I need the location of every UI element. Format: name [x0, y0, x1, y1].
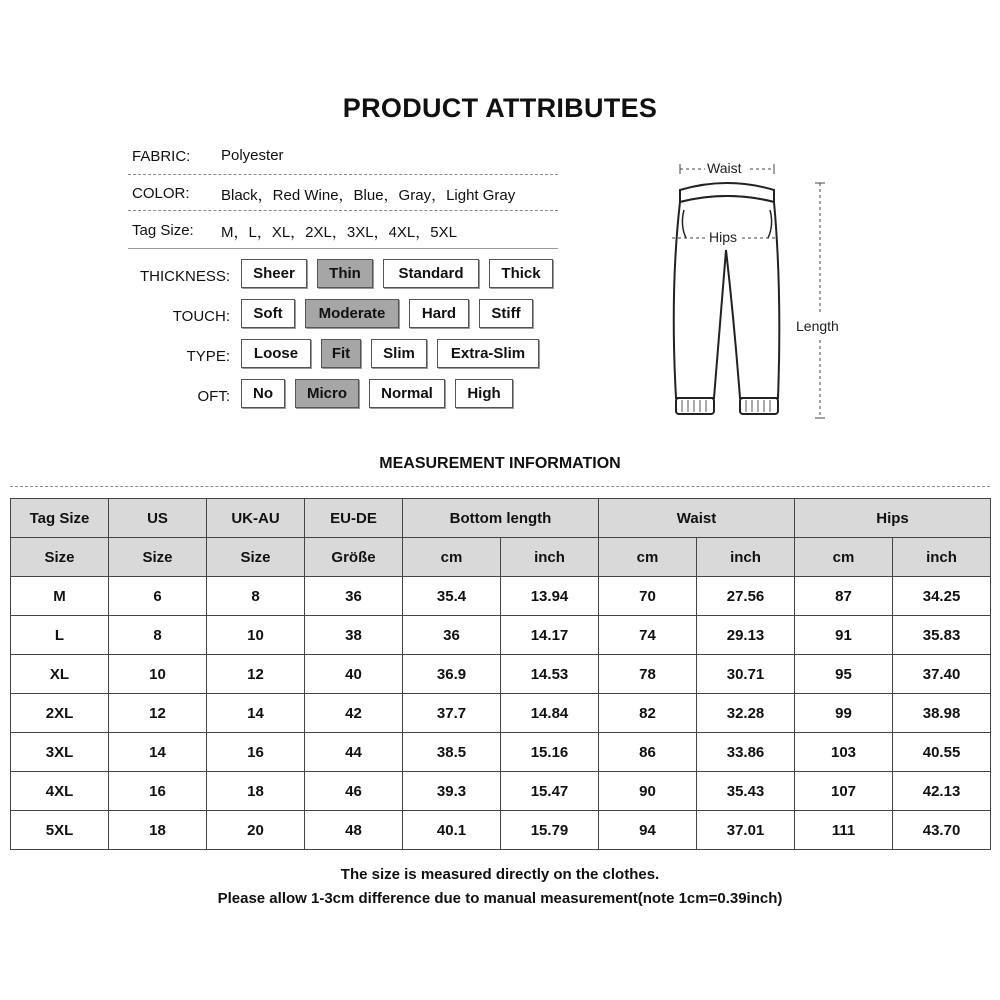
table-cell: 40: [305, 655, 403, 694]
table-cell: M: [11, 577, 109, 616]
oft-options: [241, 379, 513, 408]
table-cell: 74: [599, 616, 697, 655]
option-hard[interactable]: Hard: [409, 299, 469, 328]
pants-body: [674, 196, 780, 398]
table-cell: XL: [11, 655, 109, 694]
table-cell: 44: [305, 733, 403, 772]
table-cell: 13.94: [501, 577, 599, 616]
table-cell: 91: [795, 616, 893, 655]
color-label: COLOR:: [132, 185, 190, 202]
table-row: [11, 733, 991, 772]
table-cell: 99: [795, 694, 893, 733]
table-cell: 18: [109, 811, 207, 850]
table-row: [11, 772, 991, 811]
table-cell: 18: [207, 772, 305, 811]
thickness-label: THICKNESS:: [139, 268, 230, 285]
table-cell: 38: [305, 616, 403, 655]
option-sheer[interactable]: Sheer: [241, 259, 307, 288]
table-cell: 10: [109, 655, 207, 694]
table-cell: 87: [795, 577, 893, 616]
table-cell: 94: [599, 811, 697, 850]
touch-options: [241, 299, 533, 328]
table-cell: 14.53: [501, 655, 599, 694]
tag-size-label: Tag Size:: [132, 222, 194, 239]
divider: [128, 210, 558, 211]
table-cell: 12: [207, 655, 305, 694]
table-cell: 14: [207, 694, 305, 733]
table-cell: 16: [109, 772, 207, 811]
table-cell: 90: [599, 772, 697, 811]
table-cell: 38.5: [403, 733, 501, 772]
table-cell: 35.83: [893, 616, 991, 655]
table-header-row: [11, 499, 991, 538]
table-cell: 4XL: [11, 772, 109, 811]
table-cell: 107: [795, 772, 893, 811]
tag-size-value: M，L，XL，2XL，3XL，4XL，5XL: [221, 224, 457, 241]
subheader-cell: Size: [11, 538, 109, 577]
touch-label: TOUCH:: [172, 308, 230, 325]
subheader-cell: inch: [501, 538, 599, 577]
table-row: [11, 577, 991, 616]
table-cell: 14: [109, 733, 207, 772]
table-cell: 34.25: [893, 577, 991, 616]
table-cell: 32.28: [697, 694, 795, 733]
table-row: [11, 811, 991, 850]
table-cell: 42: [305, 694, 403, 733]
type-label: TYPE:: [186, 348, 230, 365]
header-cell: EU-DE: [305, 499, 403, 538]
section-divider: [10, 486, 990, 487]
header-cell: Waist: [599, 499, 795, 538]
type-options: [241, 339, 539, 368]
pants-diagram: [660, 150, 860, 430]
table-cell: 15.16: [501, 733, 599, 772]
header-cell: Hips: [795, 499, 991, 538]
page-title: PRODUCT ATTRIBUTES: [342, 93, 658, 123]
divider: [128, 174, 558, 175]
table-cell: 15.47: [501, 772, 599, 811]
table-cell: 2XL: [11, 694, 109, 733]
subheader-cell: cm: [795, 538, 893, 577]
table-cell: 37.01: [697, 811, 795, 850]
thickness-options: [241, 259, 553, 288]
table-cell: 36: [403, 616, 501, 655]
table-cell: 42.13: [893, 772, 991, 811]
length-measure-line: [815, 183, 825, 418]
option-no[interactable]: No: [241, 379, 285, 408]
table-cell: 40.55: [893, 733, 991, 772]
option-moderate-selected[interactable]: Moderate: [305, 299, 399, 328]
table-cell: 6: [109, 577, 207, 616]
table-row: [11, 616, 991, 655]
subheader-cell: Size: [109, 538, 207, 577]
header-cell: UK-AU: [207, 499, 305, 538]
table-subheader-row: [11, 538, 991, 577]
table-cell: 40.1: [403, 811, 501, 850]
table-cell: 15.79: [501, 811, 599, 850]
table-cell: 82: [599, 694, 697, 733]
table-cell: 8: [109, 616, 207, 655]
table-cell: 95: [795, 655, 893, 694]
subheader-cell: Größe: [305, 538, 403, 577]
fabric-label: FABRIC:: [132, 148, 191, 165]
waist-label: Waist: [707, 160, 742, 176]
option-high[interactable]: High: [455, 379, 513, 408]
table-cell: 48: [305, 811, 403, 850]
note-line-2: Please allow 1-3cm difference due to manual measurement(note 1cm=0.39inch): [217, 890, 783, 907]
table-cell: 37.7: [403, 694, 501, 733]
subheader-cell: Size: [207, 538, 305, 577]
option-thin-selected[interactable]: Thin: [317, 259, 373, 288]
table-cell: 111: [795, 811, 893, 850]
subheader-cell: inch: [893, 538, 991, 577]
table-cell: 39.3: [403, 772, 501, 811]
option-soft[interactable]: Soft: [241, 299, 295, 328]
note-line-1: The size is measured directly on the clothes.: [340, 866, 660, 883]
table-cell: 86: [599, 733, 697, 772]
table-cell: 3XL: [11, 733, 109, 772]
table-row: [11, 655, 991, 694]
table-cell: 35.4: [403, 577, 501, 616]
table-cell: 29.13: [697, 616, 795, 655]
option-slim[interactable]: Slim: [371, 339, 427, 368]
table-cell: 38.98: [893, 694, 991, 733]
table-cell: 20: [207, 811, 305, 850]
option-thick[interactable]: Thick: [489, 259, 553, 288]
table-cell: 14.17: [501, 616, 599, 655]
subheader-cell: cm: [403, 538, 501, 577]
subheader-cell: inch: [697, 538, 795, 577]
table-cell: 36: [305, 577, 403, 616]
table-cell: 35.43: [697, 772, 795, 811]
table-cell: 78: [599, 655, 697, 694]
header-cell: US: [109, 499, 207, 538]
option-stiff[interactable]: Stiff: [479, 299, 533, 328]
measurement-table: [10, 498, 991, 850]
table-cell: L: [11, 616, 109, 655]
table-cell: 103: [795, 733, 893, 772]
divider: [128, 248, 558, 249]
oft-label: OFT:: [197, 388, 230, 405]
table-cell: 10: [207, 616, 305, 655]
table-cell: 46: [305, 772, 403, 811]
length-label: Length: [796, 318, 839, 334]
option-extra-slim[interactable]: Extra-Slim: [437, 339, 539, 368]
option-loose[interactable]: Loose: [241, 339, 311, 368]
table-cell: 30.71: [697, 655, 795, 694]
table-cell: 36.9: [403, 655, 501, 694]
table-cell: 8: [207, 577, 305, 616]
table-cell: 12: [109, 694, 207, 733]
table-cell: 43.70: [893, 811, 991, 850]
measurement-title: MEASUREMENT INFORMATION: [379, 455, 621, 472]
option-micro-selected[interactable]: Micro: [295, 379, 359, 408]
table-cell: 16: [207, 733, 305, 772]
table-cell: 70: [599, 577, 697, 616]
table-cell: 33.86: [697, 733, 795, 772]
table-cell: 14.84: [501, 694, 599, 733]
table-cell: 37.40: [893, 655, 991, 694]
table-cell: 27.56: [697, 577, 795, 616]
header-cell: Bottom length: [403, 499, 599, 538]
subheader-cell: cm: [599, 538, 697, 577]
option-standard[interactable]: Standard: [383, 259, 479, 288]
option-normal[interactable]: Normal: [369, 379, 445, 408]
hips-label: Hips: [709, 229, 738, 245]
table-row: [11, 694, 991, 733]
header-cell: Tag Size: [11, 499, 109, 538]
fabric-value: Polyester: [221, 147, 284, 164]
table-cell: 5XL: [11, 811, 109, 850]
color-value: Black，Red Wine，Blue，Gray，Light Gray: [221, 187, 516, 204]
option-fit-selected[interactable]: Fit: [321, 339, 361, 368]
